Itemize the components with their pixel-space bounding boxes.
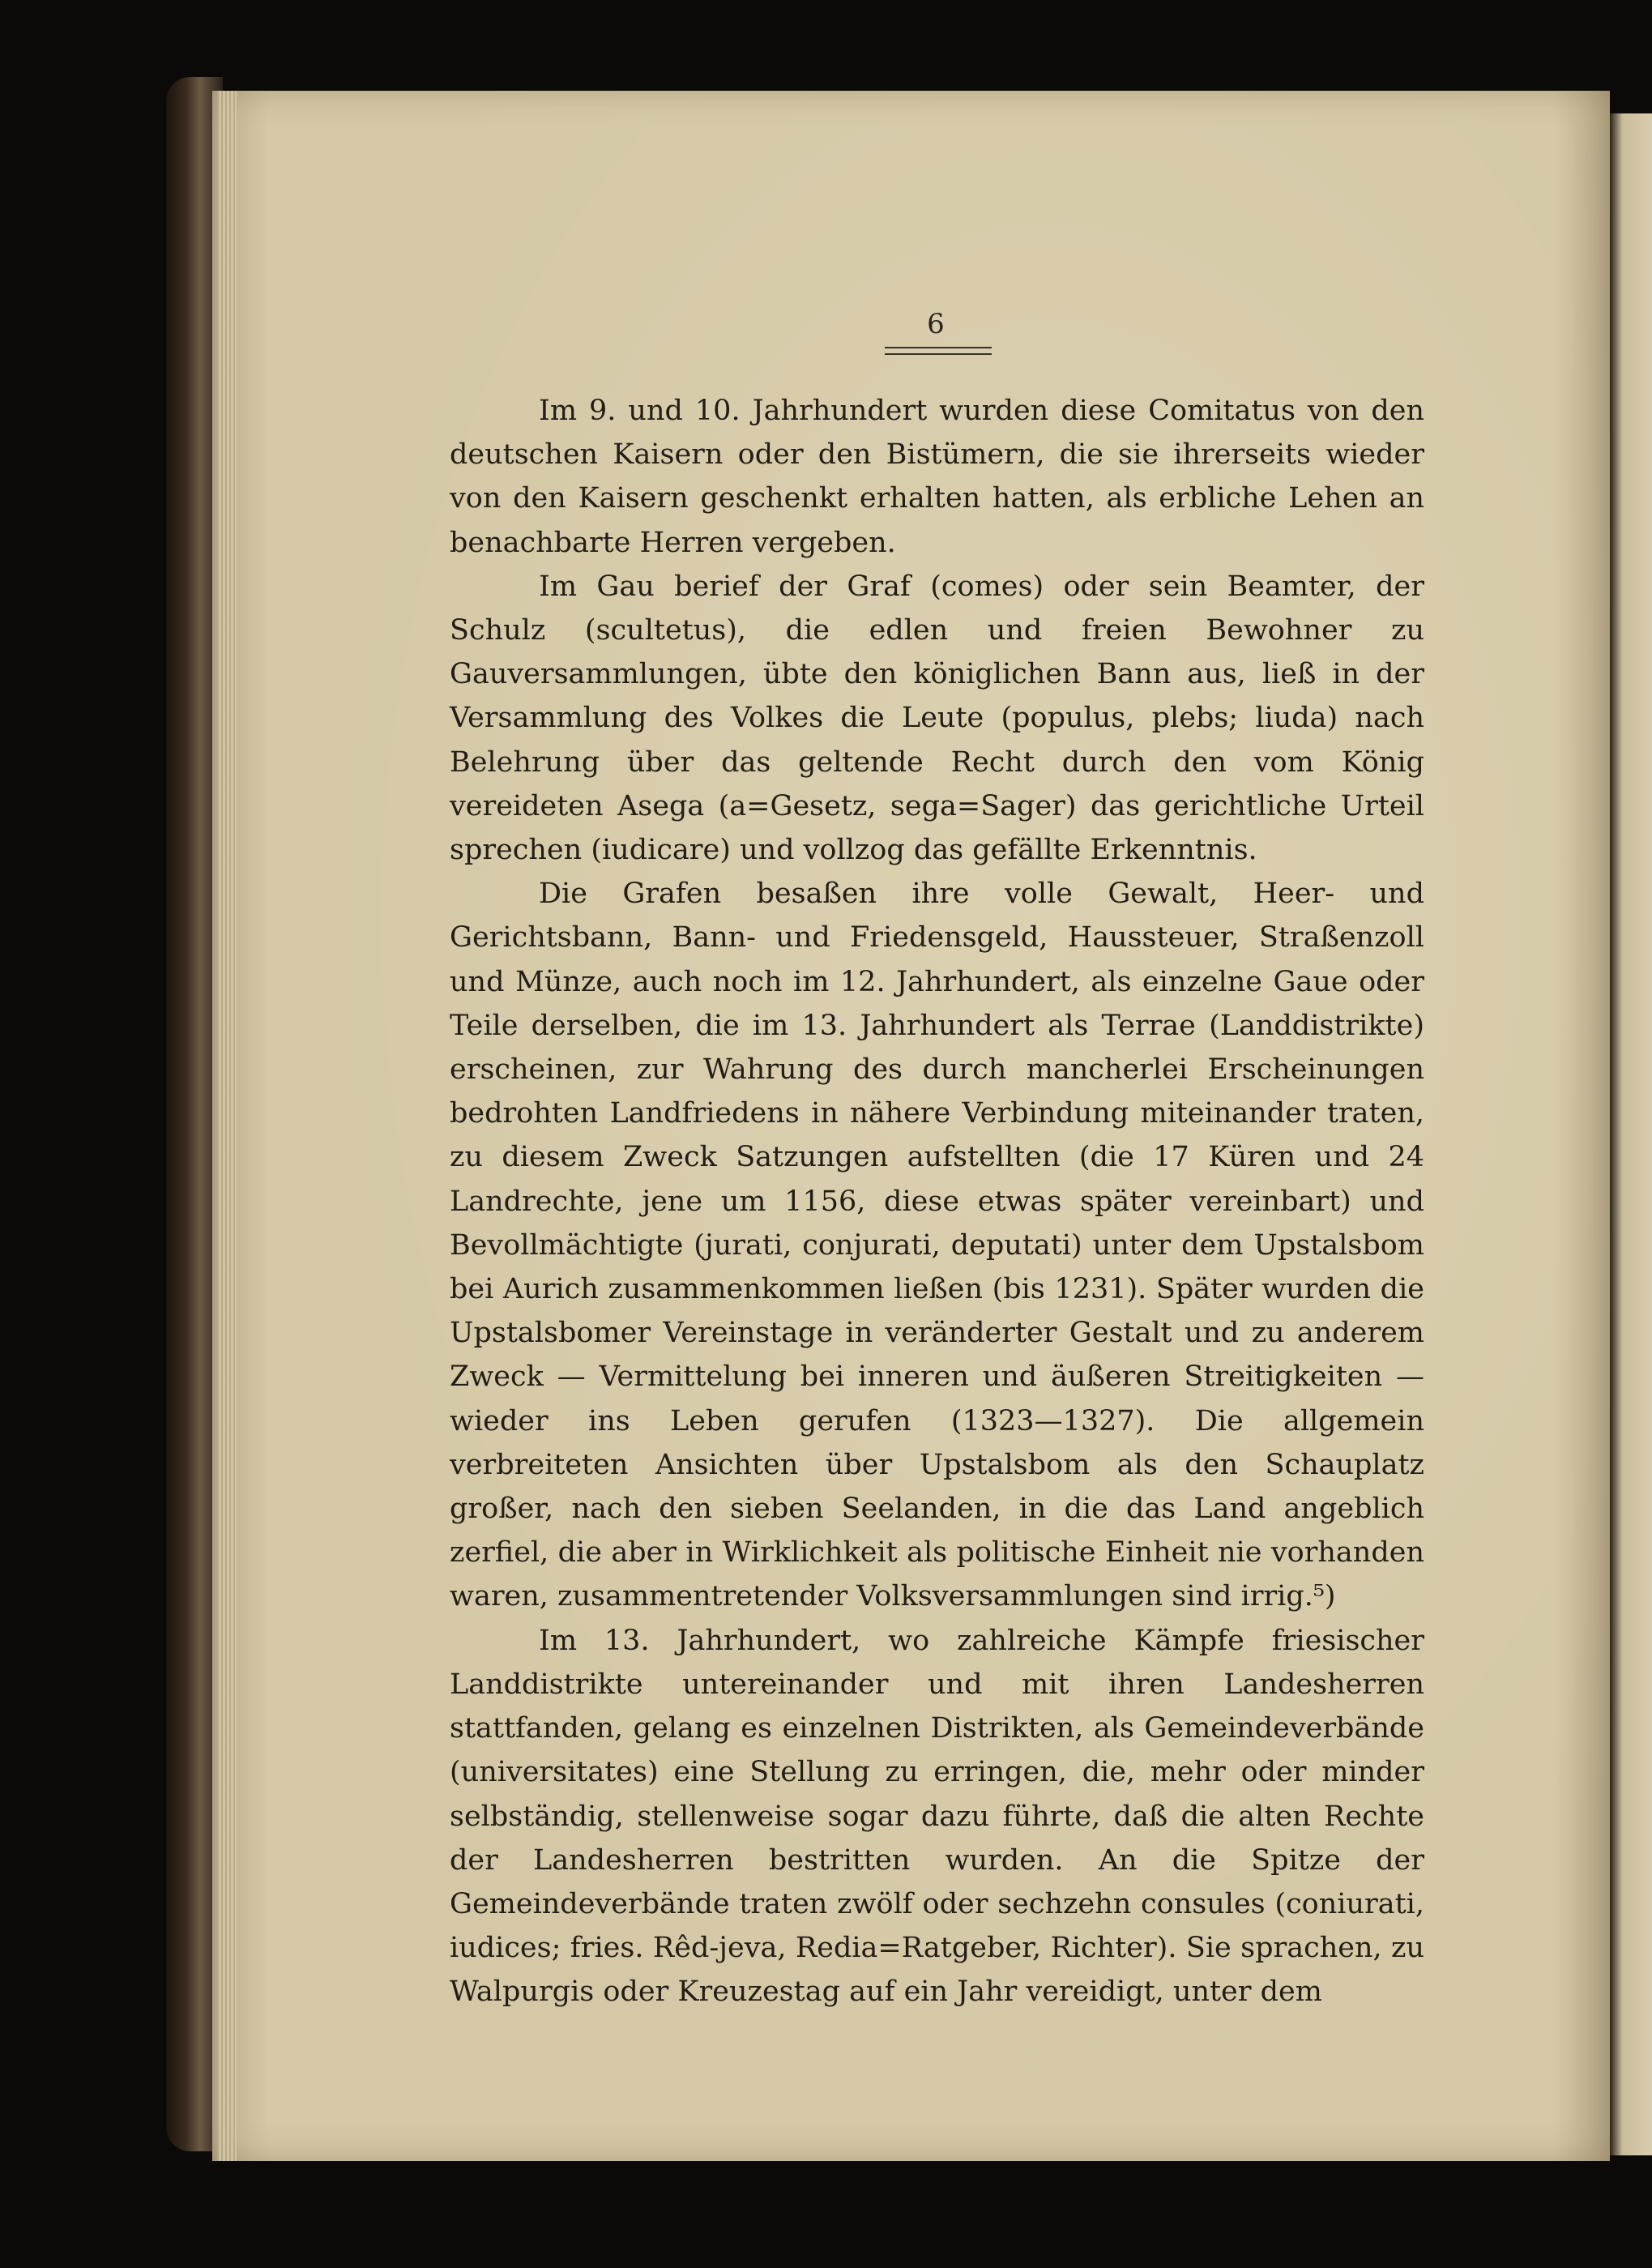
paragraph-2: Im Gau berief der Graf (comes) oder sein Beamter, der Schulz (scultetus), die edlen und freien Bewohner zu Gauversammlungen, übte den königlichen Bann aus, ließ in der Versammlung des Volkes die Leute (populus, plebs; liuda) nach Belehrung über das geltende Recht durch den vom König vereideten Asega (a=Gesetz, sega=Sager) das gerichtliche Urteil sprechen (iudicare) und vollzog das gefällte Erkenntnis. [450,570,1424,867]
facing-page-edge [1610,113,1652,2155]
paragraph-1: Im 9. und 10. Jahrhundert wurden diese Comitatus von den deutschen Kaisern oder den Bistümern, die sie ihrerseits wieder von den Kaisern geschenkt erhalten hatten, als erbliche Lehen an benachbarte Herren vergeben. [450,395,1424,559]
paragraph-3: Die Grafen besaßen ihre volle Gewalt, Heer- und Gerichtsbann, Bann- und Friedensgeld, Haussteuer, Straßenzoll und Münze, auch noch im 12. Jahrhundert, als einzelne Gaue oder Teile derselben, die im 13. Jahrhundert als Terrae (Landdistrikte) erscheinen, zur Wahrung des durch mancherlei Erscheinungen bedrohten Landfriedens in nähere Verbindung miteinander traten, zu diesem Zweck Satzungen aufstellten (die 17 Küren und 24 Landrechte, jene um 1156, diese etwas später vereinbart) und Bevollmächtigte (jurati, conjurati, deputati) unter dem Upstalsbom bei Aurich zusammenkommen ließen (bis 1231). Später wurden die Upstalsbomer Vereinstage in veränderter Gestalt und zu anderem Zweck — Vermittelung bei inneren und äußeren Streitigkeiten — wieder ins Leben gerufen (1323—1327). Die allgemein verbreiteten Ansichten über Upstalsbom als den Schauplatz großer, nach den sieben Seelanden, in die das Land angeblich zerfiel, die aber in Wirklichkeit als politische Einheit nie vorhanden waren, zusammentretender Volksversammlungen sind irrig.⁵) [450,878,1424,1613]
page-stack-edge [217,91,237,2161]
paragraph-4: Im 13. Jahrhundert, wo zahlreiche Kämpfe friesischer Landdistrikte untereinander und mit ihren Landesherren stattfanden, gelang es einzelnen Distrikten, als Gemeindeverbände (universitates) eine Stellung zu erringen, die, mehr oder minder selbständig, stellenweise sogar dazu führte, daß die alten Rechte der Landesherren bestritten wurden. An die Spitze der Gemeindeverbände traten zwölf oder sechzehn consules (coniurati, iudices; fries. Rêd-jeva, Redia=Ratgeber, Richter). Sie sprachen, zu Walpurgis oder Kreuzestag auf ein Jahr vereidigt, unter dem [450,1624,1424,2009]
page-number: 6 [927,308,945,340]
page-number-rule [885,347,992,355]
body-text [450,389,1424,2014]
